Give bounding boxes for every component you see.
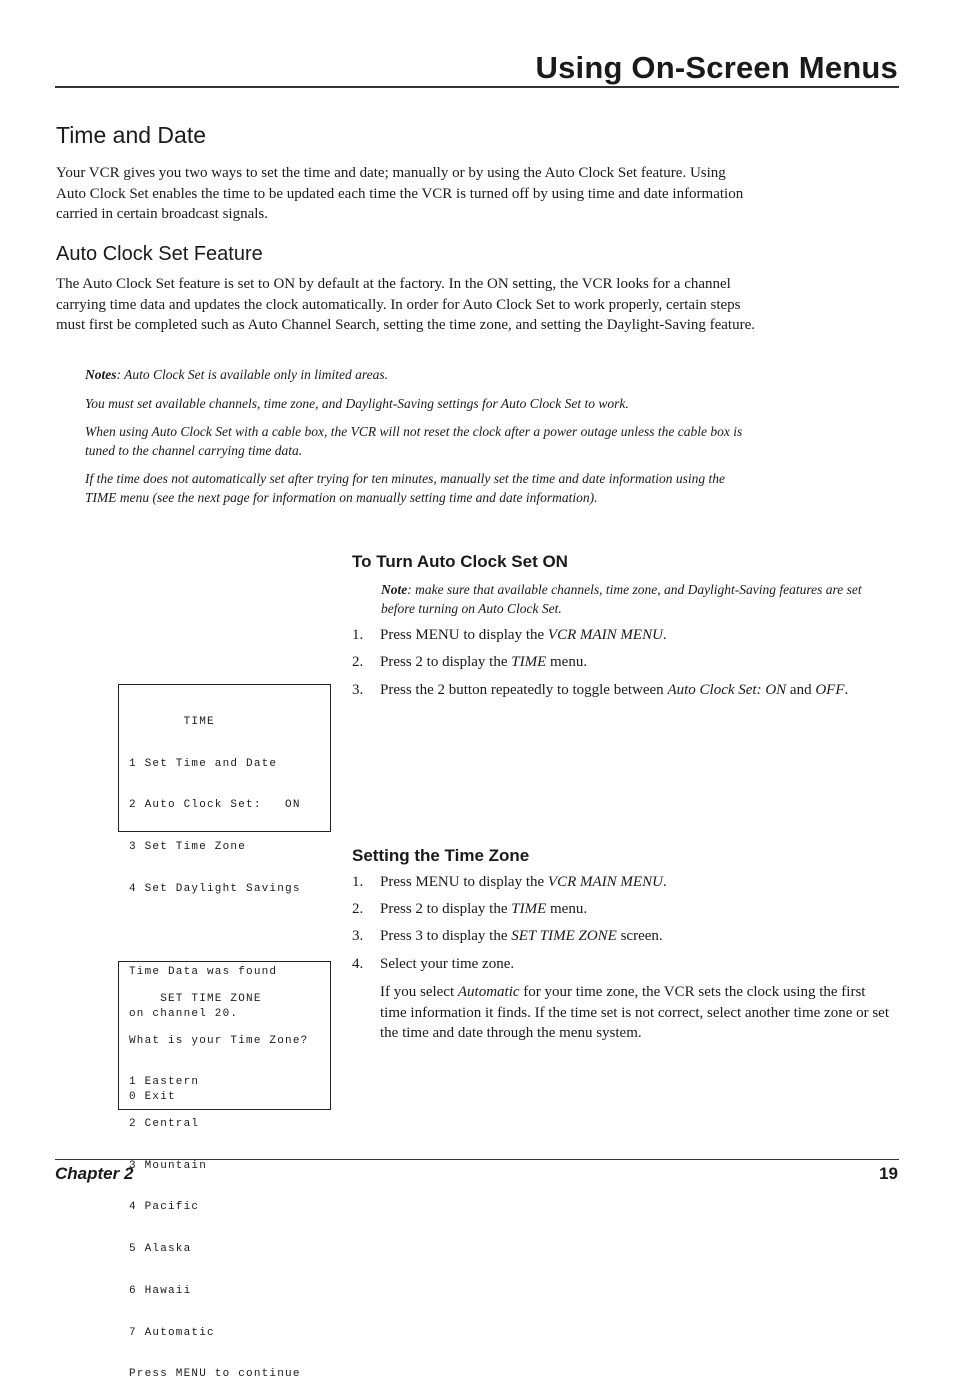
screen-line: on channel 20. (129, 1007, 239, 1020)
screen-line: 1 Eastern (129, 1076, 200, 1089)
set-time-zone-screen (118, 961, 331, 1381)
note-4: If the time does not automatically set after trying for ten minutes, manually set the time and date information using the TIME menu (see the next page for information on manually setting time and date information). (85, 471, 726, 505)
footer-page-number: 19 (879, 1164, 898, 1183)
screen-line: 2 Central (129, 1117, 200, 1130)
screen-line: 4 Pacific (129, 1201, 200, 1214)
tz-step-3-num: 3. (352, 928, 364, 944)
tz-step-2-num: 2. (352, 901, 364, 917)
screen-line: 3 Mountain (129, 1159, 208, 1172)
tz-step-4-num: 4. (352, 956, 364, 972)
note-3: When using Auto Clock Set with a cable box, the VCR will not reset the clock after a power outage unless the cable box is tuned to the channel carrying time data. (85, 424, 743, 458)
auto-clock-paragraph: The Auto Clock Set feature is set to ON by default at the factory. In the ON setting, the VCR looks for a channel carrying time data and updates the clock automatically. In order for Auto Clock Set to work properly, certain steps must first be completed such as Auto Channel Search, setting the time zone, and setting the Daylight-Saving feature. (56, 276, 755, 333)
notes-label: Notes (85, 367, 117, 382)
turn-on-step-2-num: 2. (352, 654, 364, 670)
screen-line: 3 Set Time Zone (129, 840, 247, 853)
screen-line: TIME (129, 715, 215, 728)
turn-on-note (381, 581, 886, 618)
tz-step-4: Select your time zone. (380, 956, 515, 972)
note-2: You must set available channels, time zone, and Daylight-Saving settings for Auto Clock Set to work. (85, 396, 629, 411)
note-1 (85, 366, 745, 385)
screen-line: 7 Automatic (129, 1326, 215, 1339)
tz-step-2: Press 2 to display the TIME menu. (380, 901, 588, 917)
screen-line: SET TIME ZONE (129, 992, 262, 1005)
header-rule (55, 86, 899, 88)
footer-rule (55, 1159, 899, 1160)
screen-line: 5 Alaska (129, 1243, 192, 1256)
turn-on-step-3: Press the 2 button repeatedly to toggle between Auto Clock Set: ON and OFF. (380, 682, 849, 698)
tz-step-1-num: 1. (352, 874, 364, 890)
auto-clock-title: Auto Clock Set Feature (56, 243, 263, 265)
screen-line: 1 Set Time and Date (129, 757, 278, 770)
tz-followup-paragraph: If you select Automatic for your time zone, the VCR sets the clock using the first time information it finds. If the time set is not correct, select another time zone or set the time and date through the menu system. (380, 984, 890, 1041)
section-title: Time and Date (56, 122, 206, 148)
screen-line: 0 Exit (129, 1091, 176, 1104)
turn-on-note-label: Note (381, 582, 408, 597)
footer-chapter: Chapter 2 (55, 1164, 134, 1183)
screen-line: Press MENU to continue (129, 1368, 301, 1381)
turn-on-title: To Turn Auto Clock Set ON (352, 552, 568, 571)
screen-line: 2 Auto Clock Set: ON (129, 799, 301, 812)
intro-paragraph: Your VCR gives you two ways to set the time and date; manually or by using the Auto Clock Set feature. Using Auto Clock Set enables the time to be updated each time the VCR is turned off by using time and date information carried in certain broadcast signals. (56, 165, 744, 222)
tz-step-1: Press MENU to display the VCR MAIN MENU. (380, 874, 667, 890)
tz-step-3: Press 3 to display the SET TIME ZONE screen. (380, 928, 663, 944)
screen-line: 6 Hawaii (129, 1284, 192, 1297)
screen-line: Time Data was found (129, 966, 278, 979)
time-zone-title: Setting the Time Zone (352, 846, 530, 865)
screen-line: What is your Time Zone? (129, 1034, 309, 1047)
turn-on-note-text: : make sure that available channels, time zone, and Daylight-Saving features are set before turning on Auto Clock Set. (381, 582, 862, 616)
screen-line (129, 924, 330, 938)
note-1-text: : Auto Clock Set is available only in limited areas. (116, 367, 388, 382)
turn-on-step-1-num: 1. (352, 627, 364, 643)
turn-on-step-2: Press 2 to display the TIME menu. (380, 654, 588, 670)
turn-on-step-1: Press MENU to display the VCR MAIN MENU. (380, 627, 667, 643)
screen-line: 4 Set Daylight Savings (129, 882, 301, 895)
turn-on-step-3-num: 3. (352, 682, 364, 698)
page-header-title: Using On-Screen Menus (535, 50, 898, 85)
